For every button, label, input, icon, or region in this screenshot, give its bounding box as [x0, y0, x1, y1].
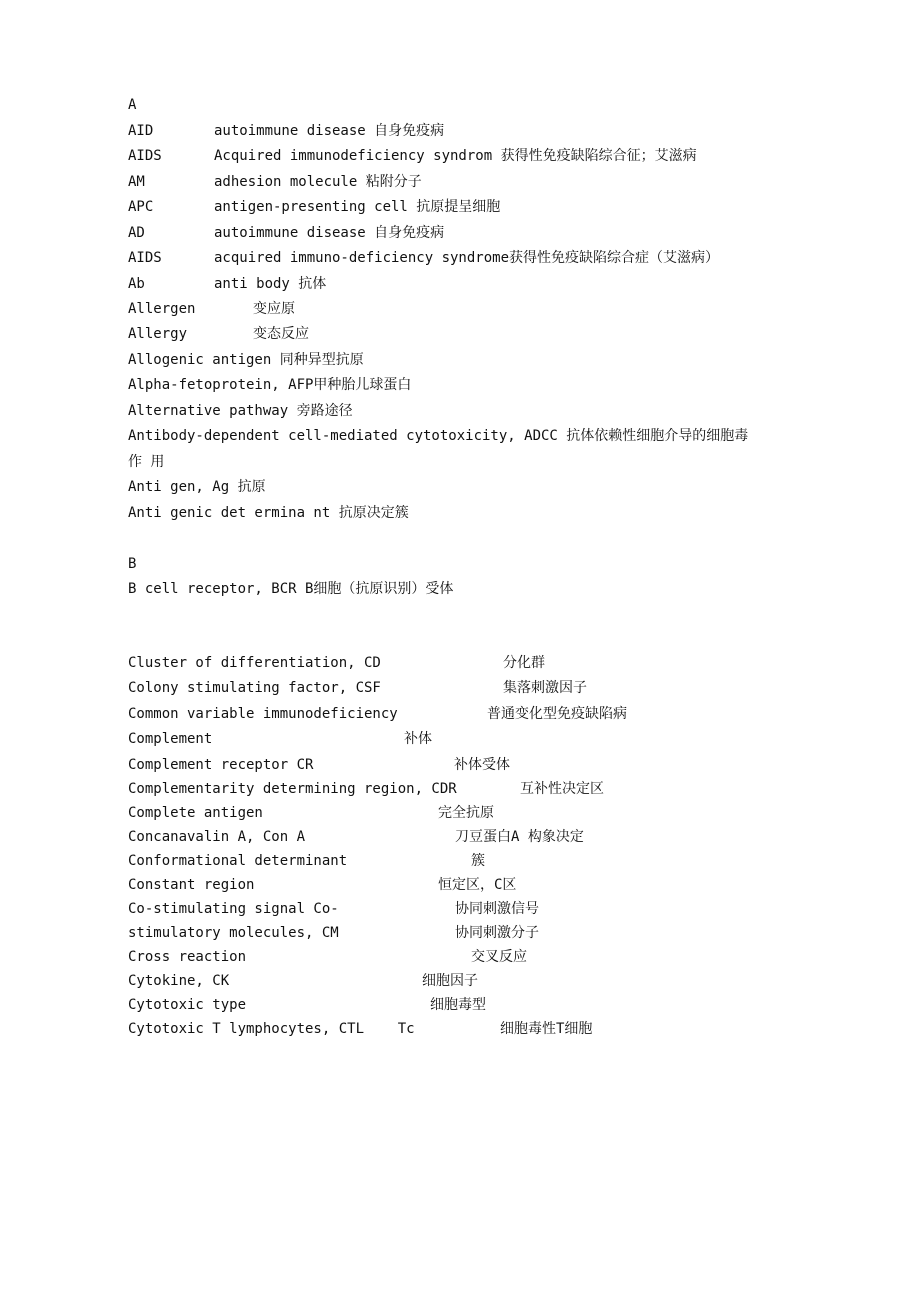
entry-line: Anti gen, Ag 抗原: [128, 479, 266, 495]
entry-definition: autoimmune disease 自身免疫病: [214, 123, 445, 139]
entry-term: Co-stimulating signal Co-: [128, 901, 339, 917]
entry-term: Concanavalin A, Con A: [128, 829, 306, 845]
entry-definition: adhesion molecule 粘附分子: [214, 174, 422, 190]
entry-term: Cross reaction: [128, 949, 247, 965]
section-heading-b: B: [128, 556, 137, 572]
entry-term: Conformational determinant: [128, 853, 348, 869]
entry-abbr: AD: [128, 225, 145, 241]
entry-translation: 细胞毒性T细胞: [500, 1021, 593, 1037]
entry-term: Allergy: [128, 326, 188, 342]
entry-translation: 协同刺激信号: [455, 901, 539, 917]
entry-term: Complement: [128, 731, 213, 747]
entry-definition: acquired immuno-deficiency syndrome获得性免疫缺陷综合症（艾滋病）: [214, 250, 720, 266]
entry-translation: 完全抗原: [438, 805, 494, 821]
entry-term: Cluster of differentiation, CD: [128, 655, 381, 671]
entry-translation: 细胞毒型: [430, 997, 486, 1013]
entry-line-continuation: 作 用: [128, 454, 165, 470]
entry-translation: 恒定区，C区: [438, 877, 517, 893]
entry-abbr: AIDS: [128, 250, 162, 266]
entry-term: Complement receptor CR: [128, 757, 314, 773]
entry-term: Common variable immunodeficiency: [128, 706, 398, 722]
entry-term: Allergen: [128, 301, 196, 317]
entry-line: Allogenic antigen 同种异型抗原: [128, 352, 364, 368]
entry-translation: 簇: [471, 853, 485, 869]
entry-line: Alternative pathway 旁路途径: [128, 403, 353, 419]
entry-line: Antibody-dependent cell-mediated cytotoxicity, ADCC 抗体依赖性细胞介导的细胞毒: [128, 428, 749, 444]
entry-term: Cytotoxic type: [128, 997, 247, 1013]
entry-line: Alpha-fetoprotein, AFP甲种胎儿球蛋白: [128, 377, 412, 393]
entry-term: Complementarity determining region, CDR: [128, 781, 457, 797]
entry-abbr: AM: [128, 174, 145, 190]
section-heading-a: A: [128, 97, 137, 113]
entry-abbr: AIDS: [128, 148, 162, 164]
entry-line: B cell receptor, BCR B细胞（抗原识别）受体: [128, 581, 454, 597]
entry-abbr: Ab: [128, 276, 145, 292]
entry-definition: Acquired immunodeficiency syndrom 获得性免疫缺陷综合征；艾滋病: [214, 148, 697, 164]
entry-term: stimulatory molecules, CM: [128, 925, 339, 941]
entry-translation: 互补性决定区: [520, 781, 604, 797]
entry-translation: 集落刺激因子: [503, 680, 587, 696]
entry-term: Constant region: [128, 877, 255, 893]
entry-term: Cytokine, CK: [128, 973, 230, 989]
entry-translation: 补体受体: [454, 757, 510, 773]
entry-translation: 变态反应: [253, 326, 309, 342]
entry-definition: autoimmune disease 自身免疫病: [214, 225, 445, 241]
entry-translation: 细胞因子: [422, 973, 478, 989]
entry-abbr: APC: [128, 199, 154, 215]
entry-translation: 补体: [404, 731, 432, 747]
entry-translation: 协同刺激分子: [455, 925, 539, 941]
entry-term: Colony stimulating factor, CSF: [128, 680, 381, 696]
entry-line: Anti genic det ermina nt 抗原决定簇: [128, 505, 409, 521]
entry-translation: 变应原: [253, 301, 295, 317]
entry-translation: 交叉反应: [471, 949, 527, 965]
entry-term: Cytotoxic T lymphocytes, CTL Tc: [128, 1021, 415, 1037]
entry-term: Complete antigen: [128, 805, 263, 821]
entry-definition: anti body 抗体: [214, 276, 327, 292]
entry-translation: 普通变化型免疫缺陷病: [487, 706, 627, 722]
entry-definition: antigen-presenting cell 抗原提呈细胞: [214, 199, 501, 215]
entry-translation: 分化群: [503, 655, 545, 671]
entry-translation: 刀豆蛋白A 构象决定: [455, 829, 584, 845]
entry-abbr: AID: [128, 123, 154, 139]
